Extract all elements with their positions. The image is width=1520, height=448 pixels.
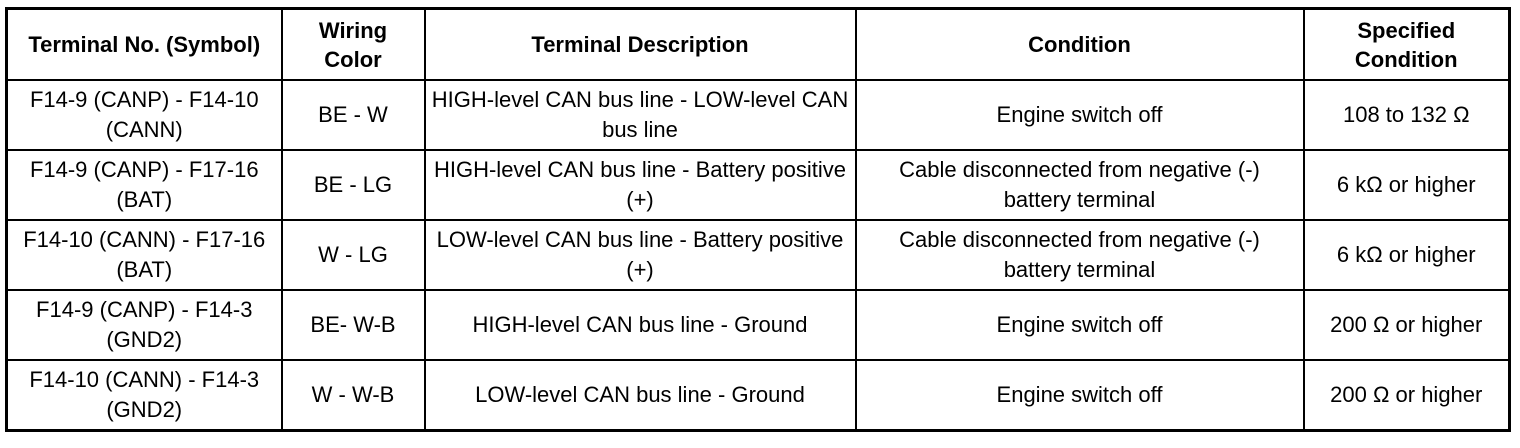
cell-description: LOW-level CAN bus line - Battery positive (+) <box>425 220 856 290</box>
cell-specified-condition: 200 Ω or higher <box>1304 360 1510 431</box>
cell-terminal: F14-10 (CANN) - F17-16 (BAT) <box>7 220 282 290</box>
cell-specified-condition: 6 kΩ or higher <box>1304 150 1510 220</box>
header-terminal-description: Terminal Description <box>425 9 856 81</box>
table-row <box>7 150 1510 220</box>
table-row <box>7 220 1510 290</box>
cell-description: LOW-level CAN bus line - Ground <box>425 360 856 431</box>
table-row <box>7 360 1510 431</box>
cell-condition: Cable disconnected from negative (-) battery terminal <box>856 150 1304 220</box>
cell-specified-condition: 200 Ω or higher <box>1304 290 1510 360</box>
cell-terminal: F14-9 (CANP) - F14-3 (GND2) <box>7 290 282 360</box>
terminal-spec-table <box>5 7 1511 432</box>
cell-wiring-color: BE- W-B <box>282 290 425 360</box>
cell-description: HIGH-level CAN bus line - Ground <box>425 290 856 360</box>
cell-wiring-color: W - LG <box>282 220 425 290</box>
cell-specified-condition: 108 to 132 Ω <box>1304 80 1510 150</box>
spec-table-container <box>5 7 1508 432</box>
cell-terminal: F14-9 (CANP) - F14-10 (CANN) <box>7 80 282 150</box>
table-row <box>7 80 1510 150</box>
header-wiring-color: Wiring Color <box>282 9 425 81</box>
cell-condition: Engine switch off <box>856 360 1304 431</box>
cell-condition: Engine switch off <box>856 290 1304 360</box>
cell-condition: Cable disconnected from negative (-) battery terminal <box>856 220 1304 290</box>
header-specified-condition: Specified Condition <box>1304 9 1510 81</box>
cell-specified-condition: 6 kΩ or higher <box>1304 220 1510 290</box>
header-terminal-no: Terminal No. (Symbol) <box>7 9 282 81</box>
cell-wiring-color: BE - W <box>282 80 425 150</box>
cell-wiring-color: BE - LG <box>282 150 425 220</box>
header-condition: Condition <box>856 9 1304 81</box>
header-row <box>7 9 1510 81</box>
cell-condition: Engine switch off <box>856 80 1304 150</box>
cell-terminal: F14-9 (CANP) - F17-16 (BAT) <box>7 150 282 220</box>
table-row <box>7 290 1510 360</box>
cell-description: HIGH-level CAN bus line - LOW-level CAN bus line <box>425 80 856 150</box>
cell-wiring-color: W - W-B <box>282 360 425 431</box>
cell-description: HIGH-level CAN bus line - Battery positive (+) <box>425 150 856 220</box>
cell-terminal: F14-10 (CANN) - F14-3 (GND2) <box>7 360 282 431</box>
